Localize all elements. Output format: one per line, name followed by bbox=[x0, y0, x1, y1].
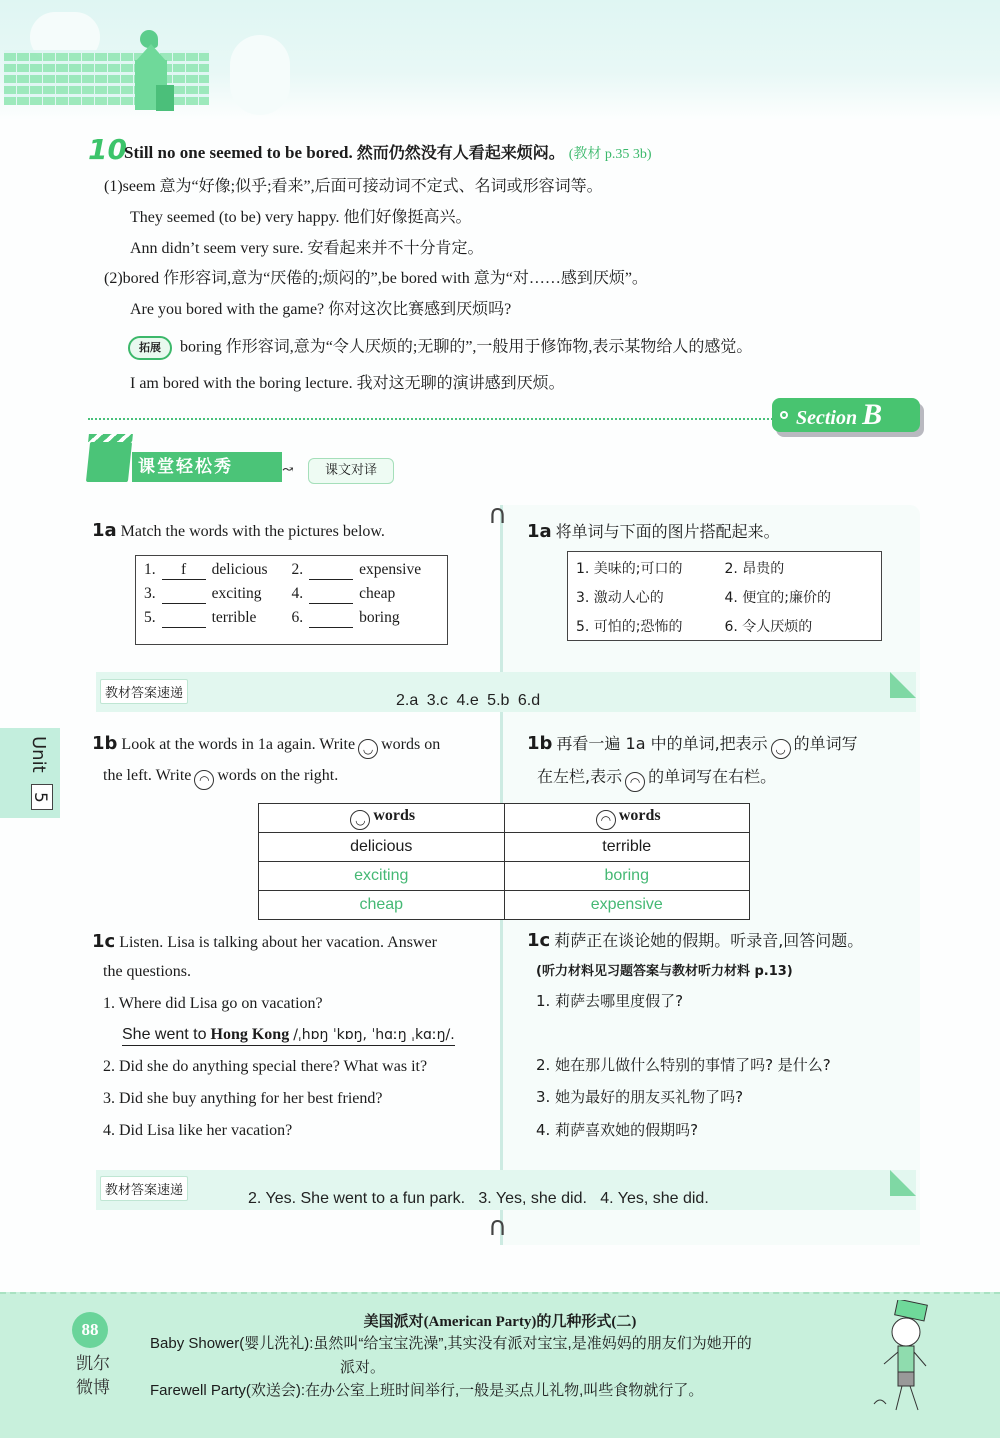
point-1: (1)seem 意为“好像;似乎;看来”,后面可接动词不定式、名词或形容词等。 bbox=[104, 178, 603, 195]
ex1c-instruction-en-line2: the questions. bbox=[103, 963, 191, 980]
lesson-subtitle: 课文对译 bbox=[308, 458, 394, 484]
example-3: Are you bored with the game? 你对这次比赛感到厌烦吗? bbox=[130, 301, 512, 318]
smiley-face-icon: ◡ bbox=[350, 810, 370, 830]
instruction-text: words on the right. bbox=[217, 767, 339, 784]
footer-line: Farewell Party(欢送会):在办公室上班时间举行,一般是买点儿礼物,叫些食物就行了。 bbox=[150, 1382, 704, 1399]
footer-line: 派对。 bbox=[340, 1359, 386, 1376]
exercise-label: 1c bbox=[92, 931, 116, 952]
unit-number: 5 bbox=[31, 784, 53, 810]
word-item: 5. terrible bbox=[144, 609, 257, 626]
extension-text: boring 作形容词,意为“令人厌烦的;无聊的”,一般用于修饰物,表示某物给人的感觉。 bbox=[180, 338, 753, 356]
answer-phonetic: /ˌhɒŋ ˈkɒŋ, ˈhɑːŋ ˌkɑːŋ/. bbox=[293, 1027, 455, 1043]
small-house-icon bbox=[156, 85, 174, 111]
ex1b-instruction-cn-line1 bbox=[527, 731, 858, 759]
exercise-label: 1a bbox=[92, 520, 117, 541]
translation-item: 3. 激动人心的 bbox=[576, 590, 664, 606]
answer-text: 2.a 3.c 4.e 5.b 6.d bbox=[396, 692, 541, 709]
ex1a-instruction-cn bbox=[527, 519, 780, 542]
answer-blank[interactable]: f bbox=[162, 561, 206, 580]
instruction-text: the left. Write bbox=[103, 767, 192, 784]
instruction-text: 的单词写 bbox=[793, 734, 858, 753]
listening-note: (听力材料见习题答案与教材听力材料 p.13) bbox=[536, 964, 793, 979]
question-en: 1. Where did Lisa go on vacation? bbox=[103, 995, 323, 1012]
table-row bbox=[259, 891, 750, 920]
brick-wall-illustration bbox=[4, 50, 209, 105]
instruction-text: 莉萨正在谈论她的假期。听录音,回答问题。 bbox=[554, 931, 864, 950]
table-cell-answer: expensive bbox=[504, 891, 750, 920]
ex1a-word-box bbox=[135, 555, 448, 645]
exercise-label: 1b bbox=[527, 733, 553, 754]
instruction-text: words on bbox=[381, 736, 441, 753]
question-cn: 3. 她为最好的朋友买礼物了吗? bbox=[536, 1088, 744, 1106]
table-cell-answer: exciting bbox=[259, 862, 505, 891]
answer-label: 教材答案速递 bbox=[100, 1176, 188, 1201]
table-row bbox=[259, 833, 750, 862]
table-header-row bbox=[259, 804, 750, 833]
item10-heading bbox=[124, 142, 652, 166]
example-4: I am bored with the boring lecture. 我对这无聊的演讲感到厌烦。 bbox=[130, 375, 565, 392]
point-2: (2)bored 作形容词,意为“厌倦的;烦闷的”,be bored with 意为“对……感到厌烦”。 bbox=[104, 270, 648, 287]
curly-arrow-icon: ↝ bbox=[282, 463, 294, 478]
exercise-label: 1a bbox=[527, 521, 552, 542]
example-1: They seemed (to be) very happy. 他们好像挺高兴。 bbox=[130, 209, 472, 226]
question-cn: 2. 她在那儿做什么特别的事情了吗? 是什么? bbox=[536, 1056, 831, 1074]
smiley-face-icon: ◡ bbox=[771, 739, 791, 759]
word-item: 3. exciting bbox=[144, 585, 262, 602]
table-row bbox=[259, 862, 750, 891]
brand-label bbox=[76, 1352, 116, 1400]
exercise-label: 1b bbox=[92, 733, 118, 754]
question-en: 3. Did she buy anything for her best friend? bbox=[103, 1090, 383, 1107]
sad-face-icon: ◠ bbox=[596, 810, 616, 830]
unit-label: Unit bbox=[28, 736, 49, 773]
ex1b-instruction-en-line1 bbox=[92, 733, 440, 759]
answer-blank[interactable] bbox=[162, 585, 206, 604]
ex1b-instruction-en-line2 bbox=[103, 767, 338, 790]
binder-ring-icon: ∩ bbox=[488, 1212, 508, 1242]
example-2: Ann didn’t seem very sure. 安看起来并不十分肯定。 bbox=[130, 240, 484, 257]
textbook-reference: (教材 p.35 3b) bbox=[568, 147, 652, 162]
sentence-cn: 然而仍然没有人看起来烦闷。 bbox=[356, 143, 565, 162]
answer-blank[interactable] bbox=[162, 609, 206, 628]
tag-hole-icon bbox=[780, 411, 788, 419]
instruction-text: 将单词与下面的图片搭配起来。 bbox=[555, 522, 780, 541]
section-b-tag bbox=[772, 398, 920, 432]
dotted-divider bbox=[88, 418, 788, 420]
question-cn: 4. 莉萨喜欢她的假期吗? bbox=[536, 1121, 699, 1139]
page-number-badge: 88 bbox=[72, 1312, 108, 1348]
word-item: 1. f delicious bbox=[144, 561, 268, 578]
ex1a-translation-box bbox=[567, 551, 882, 641]
sad-face-icon: ◠ bbox=[625, 772, 645, 792]
table-cell-answer: boring bbox=[504, 862, 750, 891]
item-number: 10 bbox=[88, 133, 127, 166]
word-item: 4. cheap bbox=[291, 585, 396, 602]
strip-corner-triangle bbox=[890, 1170, 916, 1196]
binder-ring-icon: ∩ bbox=[488, 500, 508, 530]
instruction-text: Look at the words in 1a again. Write bbox=[121, 736, 356, 753]
footer-title: 美国派对(American Party)的几种形式(二) bbox=[363, 1314, 637, 1330]
answer-place: Hong Kong bbox=[210, 1026, 290, 1043]
instruction-text: 在左栏,表示 bbox=[537, 767, 623, 786]
question-cn: 1. 莉萨去哪里度假了? bbox=[536, 992, 684, 1010]
extension-row bbox=[128, 336, 752, 360]
exercise-label: 1c bbox=[527, 930, 551, 951]
brand-line: 凯尔 bbox=[76, 1354, 110, 1374]
answer-label: 教材答案速递 bbox=[100, 679, 188, 704]
strip-corner-triangle bbox=[890, 672, 916, 698]
smiley-face-icon: ◡ bbox=[358, 739, 378, 759]
section-word: Section bbox=[796, 407, 858, 429]
ex1b-instruction-cn-line2 bbox=[537, 764, 776, 792]
instruction-text: 的单词写在右栏。 bbox=[648, 767, 777, 786]
word-item: 2. expensive bbox=[291, 561, 422, 578]
answer-prefix: She went to bbox=[122, 1026, 207, 1043]
footer-line: Baby Shower(婴儿洗礼):虽然叫“给宝宝洗澡”,其实没有派对宝宝,是准妈妈的朋友们为她开的 bbox=[150, 1335, 752, 1352]
table-cell: terrible bbox=[504, 833, 750, 862]
instruction-text: 再看一遍 1a 中的单词,把表示 bbox=[556, 734, 768, 753]
translation-item: 6. 令人厌烦的 bbox=[724, 619, 813, 635]
clapperboard-icon bbox=[86, 442, 132, 482]
section-letter: B bbox=[862, 398, 883, 431]
question-en: 2. Did she do anything special there? What was it? bbox=[103, 1058, 428, 1075]
answer-text: 2. Yes. She went to a fun park. 3. Yes, she did. 4. Yes, she did. bbox=[248, 1190, 709, 1207]
happy-words-header: ◡ words bbox=[259, 804, 505, 833]
word-item: 6. boring bbox=[291, 609, 400, 626]
cloud-decoration bbox=[230, 35, 290, 115]
sentence-en: Still no one seemed to be bored. bbox=[124, 143, 353, 162]
instruction-text: Listen. Lisa is talking about her vacation. Answer bbox=[119, 934, 437, 951]
table-cell-answer: cheap bbox=[259, 891, 505, 920]
translation-item: 1. 美味的;可口的 bbox=[576, 561, 683, 577]
sad-words-header: ◠ words bbox=[504, 804, 750, 833]
translation-item: 5. 可怕的;恐怖的 bbox=[576, 619, 683, 635]
extension-badge: 拓展 bbox=[128, 336, 172, 360]
translation-item: 2. 昂贵的 bbox=[724, 561, 785, 577]
answer-blank[interactable] bbox=[309, 585, 353, 604]
instruction-text: Match the words with the pictures below. bbox=[120, 523, 385, 540]
sad-face-icon: ◠ bbox=[194, 770, 214, 790]
question-en: 4. Did Lisa like her vacation? bbox=[103, 1122, 293, 1139]
table-cell: delicious bbox=[259, 833, 505, 862]
ex1c-instruction-cn bbox=[527, 928, 863, 951]
brand-line: 微博 bbox=[76, 1378, 110, 1398]
cartoon-kid-icon bbox=[872, 1300, 942, 1420]
ex1c-instruction-en-line1 bbox=[92, 931, 437, 952]
words-table bbox=[258, 803, 750, 920]
translation-item: 4. 便宜的;廉价的 bbox=[724, 590, 832, 606]
answer-blank[interactable] bbox=[309, 561, 353, 580]
ex1a-instruction-en bbox=[92, 520, 385, 541]
lesson-title: 课堂轻松秀 bbox=[132, 452, 282, 482]
answer-1-line bbox=[122, 1026, 455, 1046]
answer-blank[interactable] bbox=[309, 609, 353, 628]
